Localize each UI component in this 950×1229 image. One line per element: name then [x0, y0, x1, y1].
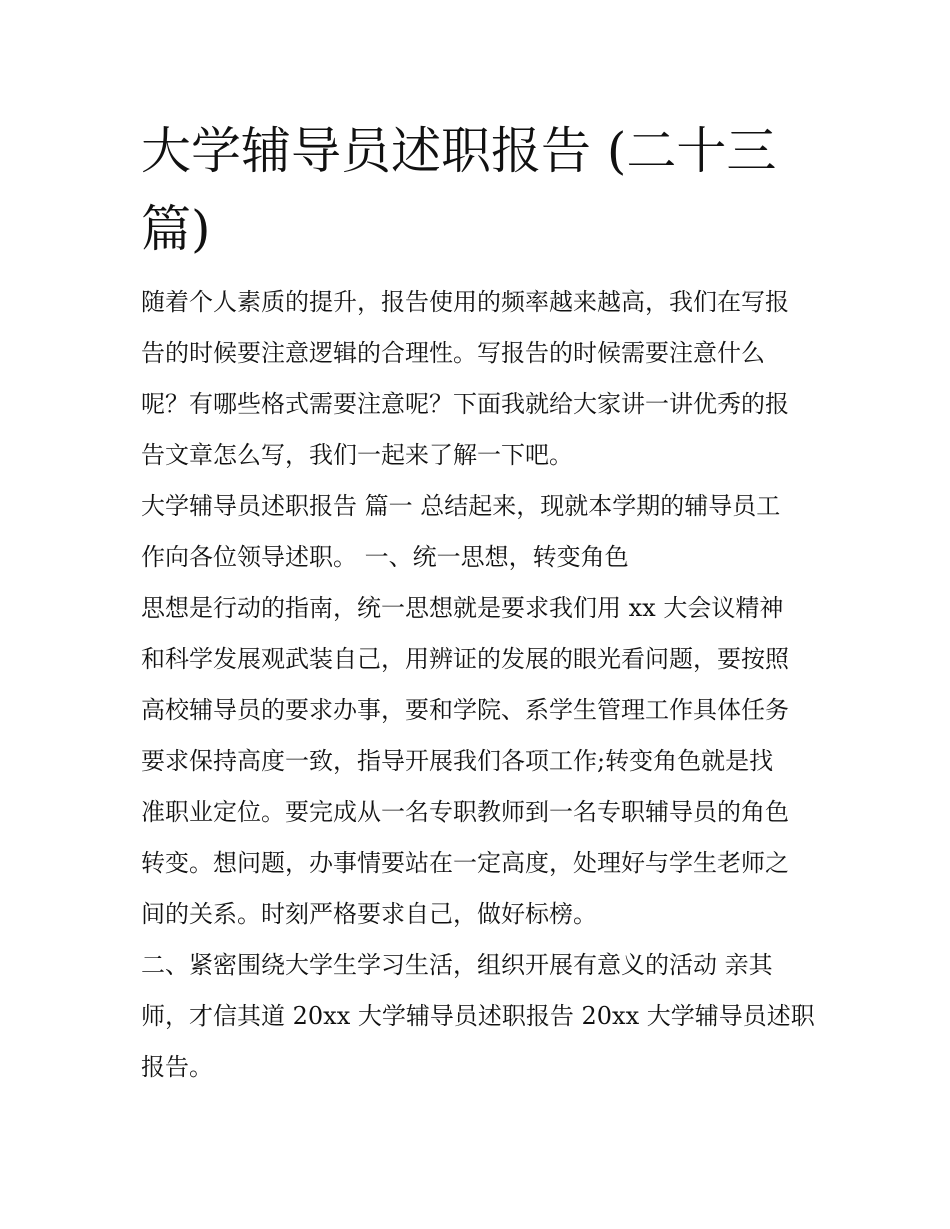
body-line: 作向各位领导述职。 一、统一思想，转变角色 — [141, 543, 629, 571]
document-body — [141, 277, 821, 1093]
body-line: 报告。 — [141, 1053, 213, 1081]
body-line: 呢？有哪些格式需要注意呢？下面我就给大家讲一讲优秀的报 — [141, 390, 789, 418]
body-line: 思想是行动的指南，统一思想就是要求我们用 xx 大会议精神 — [141, 594, 784, 622]
body-line: 高校辅导员的要求办事，要和学院、系学生管理工作具体任务 — [141, 696, 789, 724]
body-line: 转变。想问题，办事情要站在一定高度，处理好与学生老师之 — [141, 849, 789, 877]
title-line: 大学辅导员述职报告 (二十三 — [141, 122, 777, 180]
body-line: 准职业定位。要完成从一名专职教师到一名专职辅导员的角色 — [141, 798, 789, 826]
body-line: 随着个人素质的提升，报告使用的频率越来越高，我们在写报 — [141, 288, 789, 316]
body-line: 间的关系。时刻严格要求自己，做好标榜。 — [141, 900, 597, 928]
document-title — [141, 112, 821, 268]
body-line: 要求保持高度一致，指导开展我们各项工作;转变角色就是找 — [141, 747, 774, 775]
body-line: 师，才信其道 20xx 大学辅导员述职报告 20xx 大学辅导员述职 — [141, 1002, 815, 1030]
title-line: 篇) — [141, 200, 211, 258]
body-line: 和科学发展观武装自己，用辨证的发展的眼光看问题，要按照 — [141, 645, 789, 673]
body-line: 告文章怎么写，我们一起来了解一下吧。 — [141, 441, 573, 469]
body-line: 大学辅导员述职报告 篇一 总结起来，现就本学期的辅导员工 — [141, 492, 781, 520]
body-line: 告的时候要注意逻辑的合理性。写报告的时候需要注意什么 — [141, 339, 765, 367]
body-line: 二、紧密围绕大学生学习生活，组织开展有意义的活动 亲其 — [141, 951, 773, 979]
